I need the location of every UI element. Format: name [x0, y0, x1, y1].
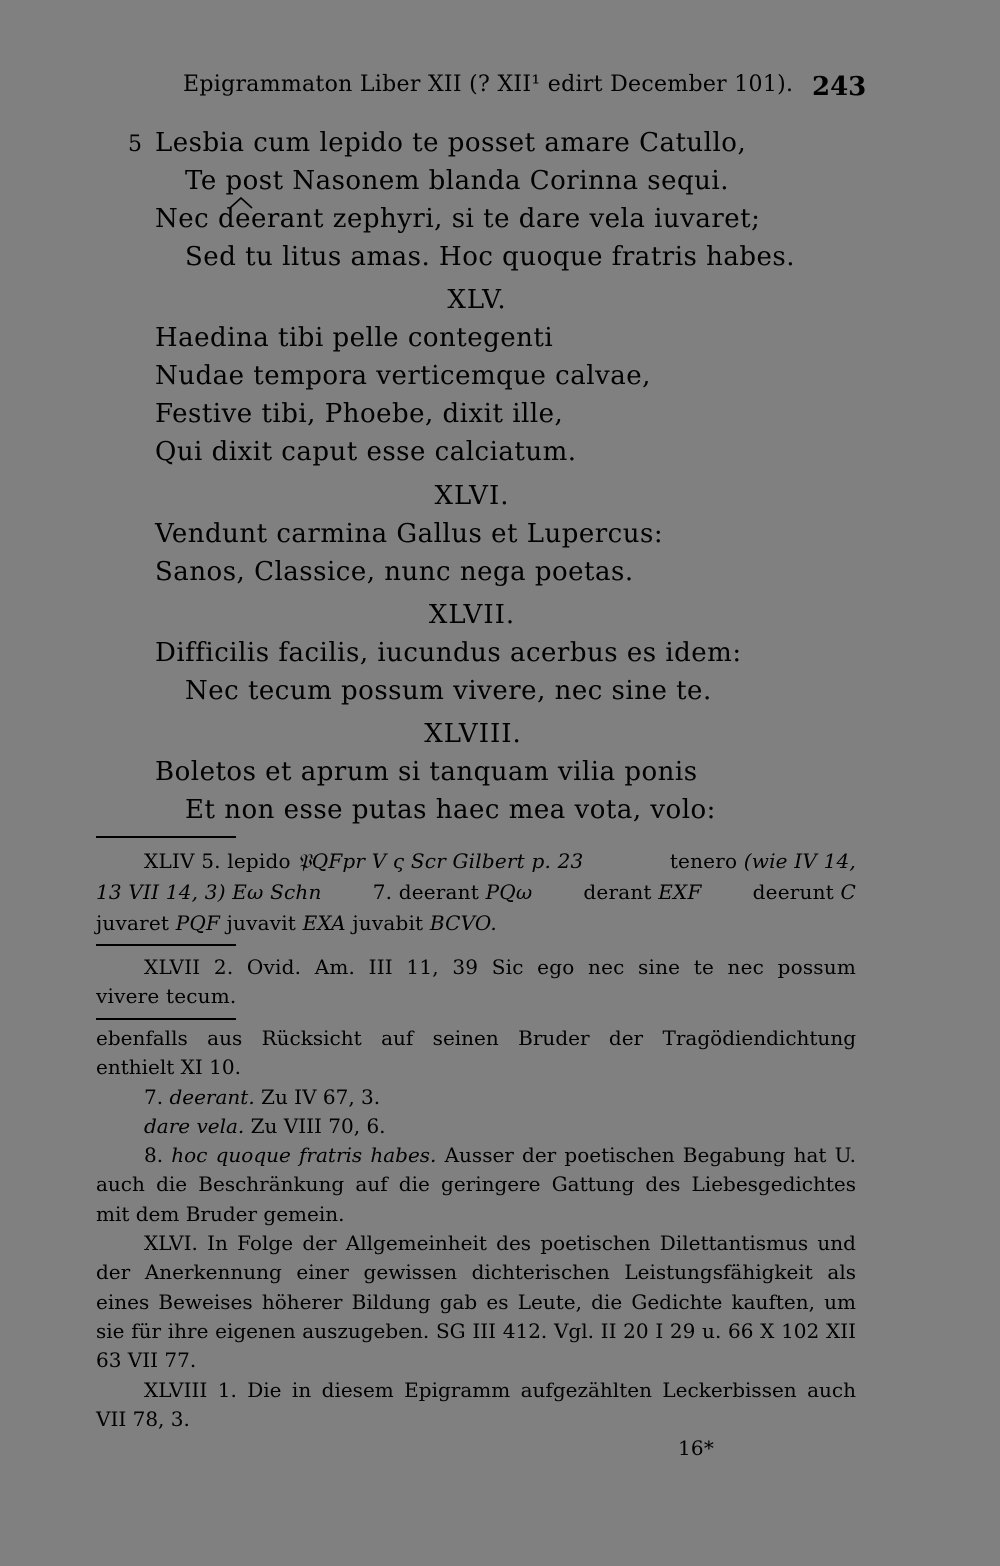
commentary-note: dare vela. Zu VIII 70, 6. [144, 1113, 386, 1138]
commentary-line: enthielt XI 10. [96, 1055, 241, 1080]
verse-line: Nudae tempora verticemque calvae, [155, 361, 651, 391]
verse-line: Nec deerant zephyri, si te dare vela iuvaret; [155, 204, 761, 234]
apparatus-note: XLIV 5. lepido 𝔓QFpr V ς Scr Gilbert p. 23 tenero (wie IV 14, 13 VII 14, 3) Eω Schn 7. deerant PQω derant EXF deerunt C juvaret PQF juvavit EXA juvabit BCVO. [96, 849, 856, 935]
commentary-line: ebenfalls aus Rücksicht auf seinen Bruder der Tragödiendichtung [96, 1026, 856, 1050]
verse-line: Lesbia cum lepido te posset amare Catullo, [155, 128, 747, 158]
running-title: Epigrammaton Liber XII (? XII¹ edirt December 101). [183, 72, 794, 97]
page-number: 243 [812, 72, 867, 102]
verse-line: Haedina tibi pelle contegenti [155, 323, 554, 353]
commentary [96, 1024, 856, 1434]
line-number: 5 [128, 132, 142, 157]
verse-line: Sanos, Classice, nunc nega poetas. [155, 557, 634, 587]
signature-mark: 16* [678, 1436, 715, 1460]
verse-line: Difficilis facilis, iucundus acerbus es idem: [155, 638, 742, 668]
verse-line: Sed tu litus amas. Hoc quoque fratris habes. [185, 242, 795, 272]
footnote-rule [96, 1018, 236, 1020]
commentary-note: XLVIII 1. Die in diesem Epigramm aufgezählten Leckerbissen auch VII 78, 3. [96, 1377, 856, 1431]
verse-line: Qui dixit caput esse calciatum. [155, 437, 577, 467]
commentary-note: 8. hoc quoque fratris habes. Ausser der poetischen Begabung hat U. auch die Beschränkung auf die geringere Gattung des Liebesgedichtes mit dem Bruder gemein. [96, 1143, 856, 1226]
verse-line: Boletos et aprum si tanquam vilia ponis [155, 757, 698, 787]
apparatus-note: XLVII 2. Ovid. Am. III 11, 39 Sic ego nec sine te nec possum vivere tecum. [96, 955, 856, 1008]
footnote-rule [96, 836, 236, 838]
verse-line: Et non esse putas haec mea vota, volo: [185, 795, 716, 825]
verse-line: Nec tecum possum vivere, nec sine te. [185, 676, 712, 706]
footnote-rule [96, 944, 236, 946]
verse-line: Vendunt carmina Gallus et Lupercus: [155, 519, 664, 549]
verse-line: Festive tibi, Phoebe, dixit ille, [155, 399, 564, 429]
commentary-note: XLVI. In Folge der Allgemeinheit des poetischen Dilettantismus und der Anerkennung einer gewissen dichterischen Leistungsfähigkeit als eines Beweises höherer Bildung gab es Leute, die Gedichte kauften, um sie für ihre eigenen auszugeben. SG III 412. Vgl. II 20 I 29 u. 66 X 102 XII 63 VII 77. [96, 1231, 856, 1373]
commentary-note: 7. deerant. Zu IV 67, 3. [144, 1084, 381, 1109]
verse-line: Te post Nasonem blanda Corinna sequi. [185, 166, 729, 196]
circumflex-mark [228, 196, 254, 210]
